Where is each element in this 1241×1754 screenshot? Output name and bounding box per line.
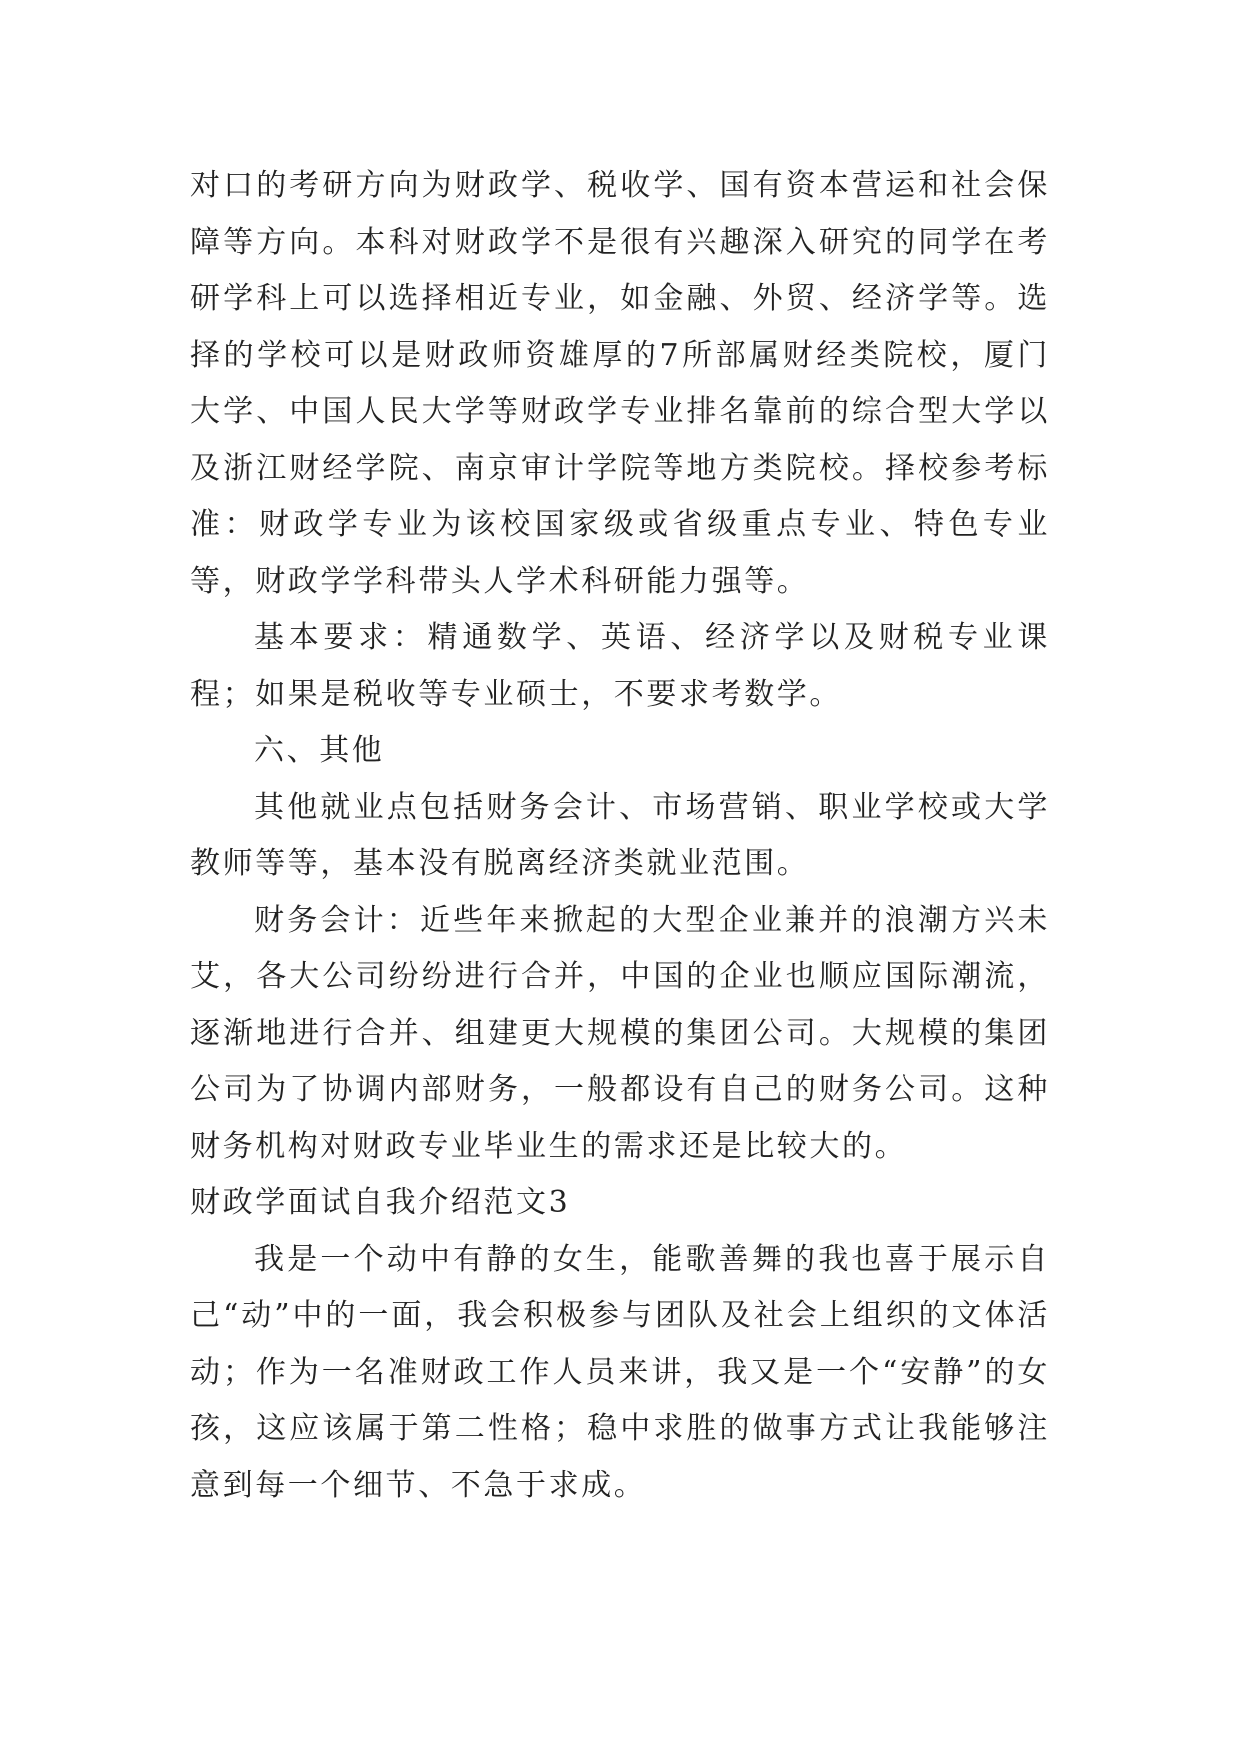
paragraph-postgraduate-direction: 对口的考研方向为财政学、税收学、国有资本营运和社会保障等方向。本科对财政学不是很有兴趣深入研究的同学在考研学科上可以选择相近专业，如金融、外贸、经济学等。选择的学校可以是财政师资雄厚的7所部属财经类院校，厦门大学、中国人民大学等财政学专业排名靠前的综合型大学以及浙江财经学院、南京审计学院等地方类院校。择校参考标准：财政学专业为该校国家级或省级重点专业、特色专业等，财政学学科带头人学术科研能力强等。 [190, 168, 1050, 599]
paragraph-other-employment: 其他就业点包括财务会计、市场营销、职业学校或大学教师等等，基本没有脱离经济类就业范围。 [190, 789, 1050, 881]
paragraph-self-introduction: 我是一个动中有静的女生，能歌善舞的我也喜于展示自己“动”中的一面，我会积极参与团队及社会上组织的文体活动；作为一名准财政工作人员来讲，我又是一个“安静”的女孩，这应该属于第二性格；稳中求胜的做事方式让我能够注意到每一个细节、不急于求成。 [190, 1241, 1050, 1503]
section-title-sample-3: 财政学面试自我介绍范文3 [190, 1185, 571, 1220]
paragraph-financial-accounting: 财务会计：近些年来掀起的大型企业兼并的浪潮方兴未艾，各大公司纷纷进行合并，中国的企业也顺应国际潮流，逐渐地进行合并、组建更大规模的集团公司。大规模的集团公司为了协调内部财务，一般都设有自己的财务公司。这种财务机构对财政专业毕业生的需求还是比较大的。 [190, 902, 1050, 1164]
paragraph-basic-requirements: 基本要求：精通数学、英语、经济学以及财税专业课程；如果是税收等专业硕士，不要求考数学。 [190, 620, 1050, 712]
document-body [190, 158, 1050, 1514]
section-heading-other: 六、其他 [254, 733, 385, 768]
